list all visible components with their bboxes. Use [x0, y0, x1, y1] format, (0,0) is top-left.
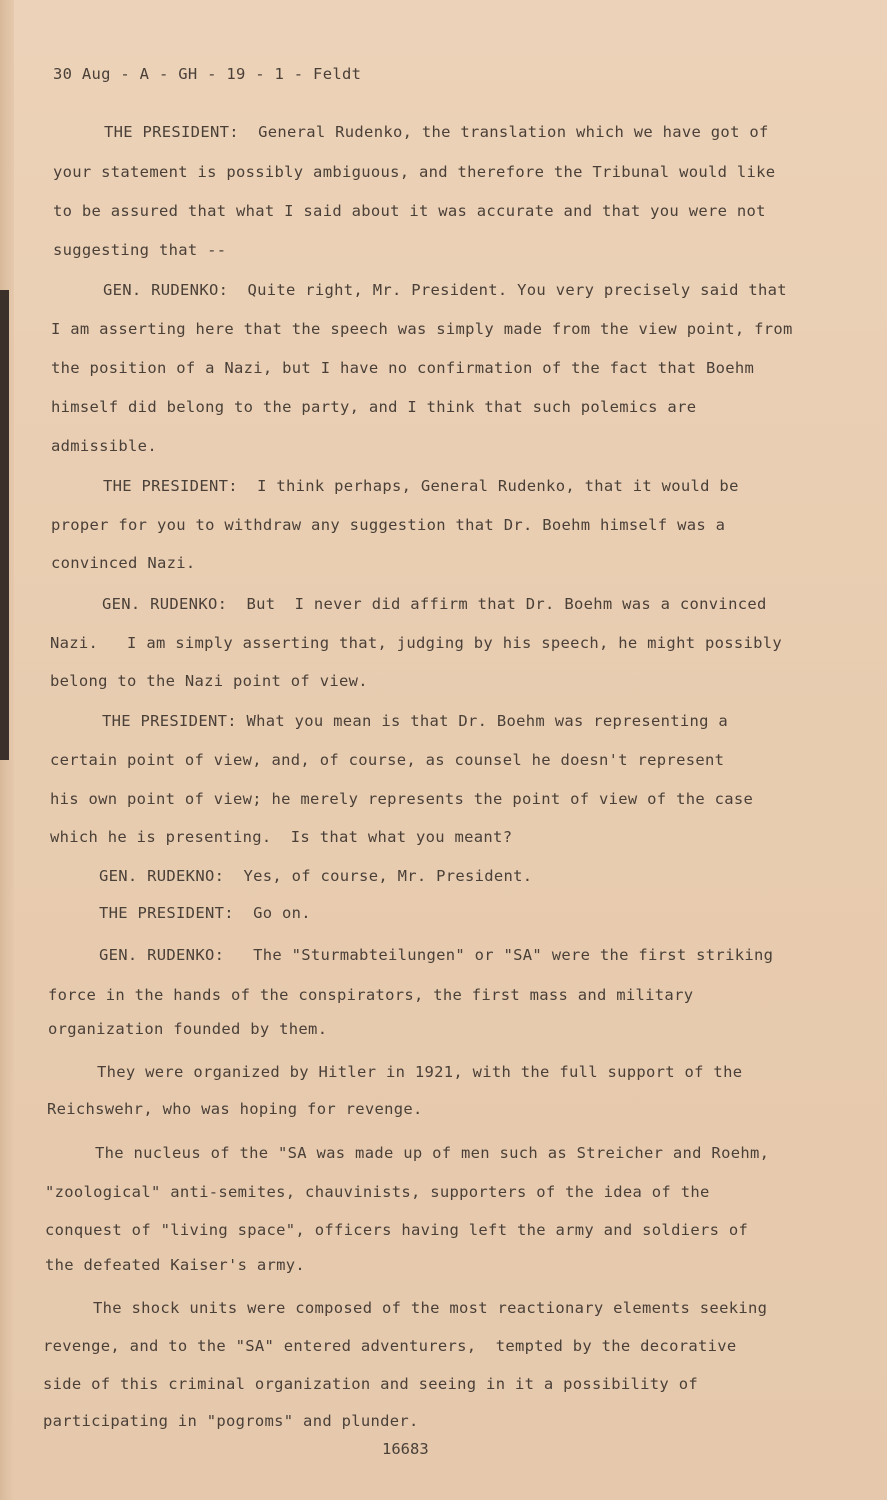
text-line: conquest of "living space", officers having left the army and soldiers of: [45, 1221, 749, 1239]
text-line: The nucleus of the "SA was made up of men such as Streicher and Roehm,: [95, 1144, 770, 1162]
text-line: GEN. RUDEKNO: Yes, of course, Mr. President.: [99, 867, 533, 885]
text-line: which he is presenting. Is that what you meant?: [50, 828, 513, 846]
text-line: THE PRESIDENT: What you mean is that Dr. Boehm was representing a: [102, 712, 729, 730]
text-line: revenge, and to the "SA" entered adventurers, tempted by the decorative: [43, 1337, 737, 1355]
text-line: GEN. RUDENKO: But I never did affirm that Dr. Boehm was a convinced: [102, 595, 767, 613]
text-line: your statement is possibly ambiguous, and therefore the Tribunal would like: [53, 163, 776, 181]
text-line: to be assured that what I said about it was accurate and that you were not: [53, 202, 766, 220]
text-line: They were organized by Hitler in 1921, with the full support of the: [97, 1063, 743, 1081]
text-line: belong to the Nazi point of view.: [50, 672, 368, 690]
text-line: his own point of view; he merely represents the point of view of the case: [50, 790, 754, 808]
text-line: I am asserting here that the speech was simply made from the view point, from: [51, 320, 793, 338]
text-line: THE PRESIDENT: General Rudenko, the translation which we have got of: [104, 123, 769, 141]
text-line: himself did belong to the party, and I think that such polemics are: [51, 398, 697, 416]
text-line: THE PRESIDENT: Go on.: [99, 904, 311, 922]
page-number: 16683: [382, 1440, 429, 1458]
text-line: suggesting that --: [53, 241, 227, 259]
text-line: the position of a Nazi, but I have no confirmation of the fact that Boehm: [51, 359, 755, 377]
text-line: "zoological" anti-semites, chauvinists, supporters of the idea of the: [45, 1183, 710, 1201]
text-line: Nazi. I am simply asserting that, judging by his speech, he might possibly: [50, 634, 783, 652]
text-line: proper for you to withdraw any suggestion that Dr. Boehm himself was a: [51, 516, 726, 534]
text-line: THE PRESIDENT: I think perhaps, General Rudenko, that it would be: [103, 477, 739, 495]
text-line: admissible.: [51, 437, 157, 455]
text-line: Reichswehr, who was hoping for revenge.: [47, 1100, 423, 1118]
text-line: force in the hands of the conspirators, the first mass and military: [48, 986, 694, 1004]
text-line: participating in "pogroms" and plunder.: [43, 1412, 419, 1430]
page-header: 30 Aug - A - GH - 19 - 1 - Feldt: [53, 65, 362, 83]
text-line: side of this criminal organization and seeing in it a possibility of: [43, 1375, 698, 1393]
text-line: organization founded by them.: [48, 1020, 328, 1038]
text-line: The shock units were composed of the most reactionary elements seeking: [93, 1299, 768, 1317]
text-line: certain point of view, and, of course, as counsel he doesn't represent: [50, 751, 725, 769]
text-line: GEN. RUDENKO: The "Sturmabteilungen" or "SA" were the first striking: [99, 946, 774, 964]
text-line: the defeated Kaiser's army.: [45, 1256, 306, 1274]
binding-shadow: [0, 290, 9, 760]
text-line: GEN. RUDENKO: Quite right, Mr. President. You very precisely said that: [103, 281, 787, 299]
text-line: convinced Nazi.: [51, 554, 196, 572]
